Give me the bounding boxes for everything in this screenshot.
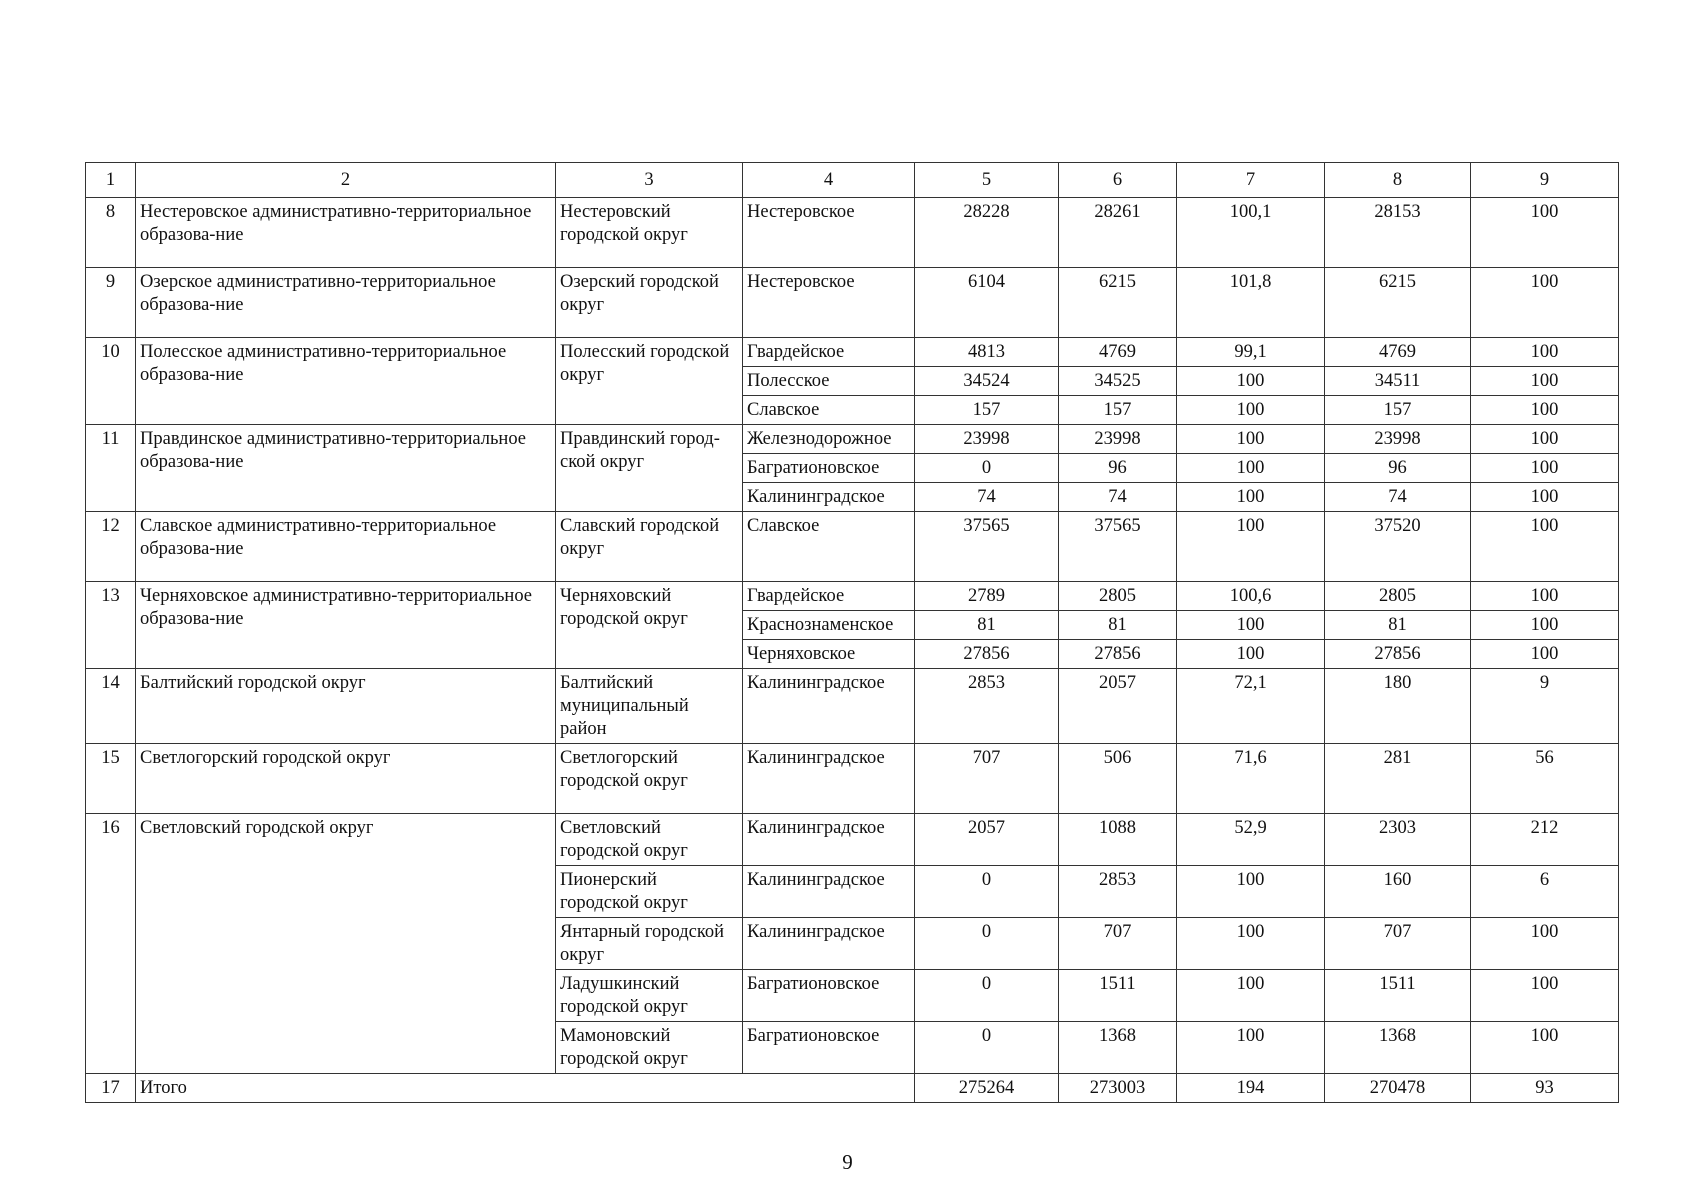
entity-name-cell: Правдинское административно-территориальное образова-ние xyxy=(136,425,556,512)
value-col-5: 28228 xyxy=(915,198,1059,268)
value-col-6: 707 xyxy=(1059,918,1177,970)
header-row xyxy=(86,163,1619,198)
value-col-8: 74 xyxy=(1325,483,1471,512)
table-row xyxy=(86,744,1619,814)
value-col-8: 81 xyxy=(1325,611,1471,640)
value-col-5: 4813 xyxy=(915,338,1059,367)
value-col-9: 100 xyxy=(1471,611,1619,640)
value-col-5: 23998 xyxy=(915,425,1059,454)
value-col-6: 28261 xyxy=(1059,198,1177,268)
zone-cell: Славское xyxy=(743,396,915,425)
value-col-9: 9 xyxy=(1471,669,1619,744)
value-col-6: 1511 xyxy=(1059,970,1177,1022)
zone-cell: Славское xyxy=(743,512,915,582)
value-col-7: 100 xyxy=(1177,454,1325,483)
column-number-header: 4 xyxy=(743,163,915,198)
total-row xyxy=(86,1074,1619,1103)
value-col-7: 52,9 xyxy=(1177,814,1325,866)
zone-cell: Багратионовское xyxy=(743,1022,915,1074)
zone-cell: Железнодорожное xyxy=(743,425,915,454)
total-value-col-9: 93 xyxy=(1471,1074,1619,1103)
value-col-5: 0 xyxy=(915,454,1059,483)
value-col-6: 2805 xyxy=(1059,582,1177,611)
row-number-cell: 14 xyxy=(86,669,136,744)
column-number-header: 7 xyxy=(1177,163,1325,198)
value-col-7: 100 xyxy=(1177,396,1325,425)
value-col-5: 0 xyxy=(915,970,1059,1022)
value-col-5: 0 xyxy=(915,866,1059,918)
value-col-6: 96 xyxy=(1059,454,1177,483)
zone-cell: Краснознаменское xyxy=(743,611,915,640)
value-col-6: 34525 xyxy=(1059,367,1177,396)
value-col-9: 100 xyxy=(1471,512,1619,582)
value-col-9: 56 xyxy=(1471,744,1619,814)
value-col-5: 157 xyxy=(915,396,1059,425)
column-number-header: 5 xyxy=(915,163,1059,198)
zone-cell: Нестеровское xyxy=(743,268,915,338)
value-col-9: 212 xyxy=(1471,814,1619,866)
value-col-6: 2853 xyxy=(1059,866,1177,918)
entity-name-cell: Черняховское административно-территориальное образова-ние xyxy=(136,582,556,669)
value-col-6: 81 xyxy=(1059,611,1177,640)
district-cell: Правдинский город-ской округ xyxy=(556,425,743,512)
value-col-7: 100 xyxy=(1177,512,1325,582)
zone-cell: Гвардейское xyxy=(743,582,915,611)
row-number-cell: 8 xyxy=(86,198,136,268)
value-col-6: 506 xyxy=(1059,744,1177,814)
zone-cell: Багратионовское xyxy=(743,970,915,1022)
total-value-col-6: 273003 xyxy=(1059,1074,1177,1103)
value-col-8: 37520 xyxy=(1325,512,1471,582)
row-number-cell: 17 xyxy=(86,1074,136,1103)
value-col-9: 100 xyxy=(1471,640,1619,669)
value-col-5: 2057 xyxy=(915,814,1059,866)
value-col-7: 100,1 xyxy=(1177,198,1325,268)
value-col-6: 157 xyxy=(1059,396,1177,425)
table-row xyxy=(86,425,1619,454)
value-col-8: 157 xyxy=(1325,396,1471,425)
zone-cell: Нестеровское xyxy=(743,198,915,268)
zone-cell: Калининградское xyxy=(743,483,915,512)
zone-cell: Гвардейское xyxy=(743,338,915,367)
value-col-7: 101,8 xyxy=(1177,268,1325,338)
value-col-8: 2805 xyxy=(1325,582,1471,611)
value-col-5: 27856 xyxy=(915,640,1059,669)
value-col-8: 6215 xyxy=(1325,268,1471,338)
district-cell: Славский городской округ xyxy=(556,512,743,582)
value-col-9: 100 xyxy=(1471,918,1619,970)
value-col-6: 1088 xyxy=(1059,814,1177,866)
table-row xyxy=(86,814,1619,866)
value-col-9: 100 xyxy=(1471,396,1619,425)
total-value-col-7: 194 xyxy=(1177,1074,1325,1103)
value-col-8: 160 xyxy=(1325,866,1471,918)
district-cell: Озерский городской округ xyxy=(556,268,743,338)
zone-cell: Калининградское xyxy=(743,744,915,814)
column-number-header: 2 xyxy=(136,163,556,198)
value-col-8: 27856 xyxy=(1325,640,1471,669)
total-value-col-5: 275264 xyxy=(915,1074,1059,1103)
district-cell: Светловский городской округ xyxy=(556,814,743,866)
value-col-5: 707 xyxy=(915,744,1059,814)
value-col-5: 2789 xyxy=(915,582,1059,611)
table-row xyxy=(86,669,1619,744)
entity-name-cell: Балтийский городской округ xyxy=(136,669,556,744)
zone-cell: Багратионовское xyxy=(743,454,915,483)
data-table xyxy=(85,162,1619,1103)
value-col-5: 37565 xyxy=(915,512,1059,582)
value-col-8: 28153 xyxy=(1325,198,1471,268)
district-cell: Ладушкинский городской округ xyxy=(556,970,743,1022)
row-number-cell: 12 xyxy=(86,512,136,582)
row-number-cell: 11 xyxy=(86,425,136,512)
value-col-6: 1368 xyxy=(1059,1022,1177,1074)
value-col-7: 100 xyxy=(1177,640,1325,669)
district-cell: Янтарный городской округ xyxy=(556,918,743,970)
entity-name-cell: Полесское административно-территориальное образова-ние xyxy=(136,338,556,425)
zone-cell: Калининградское xyxy=(743,814,915,866)
total-value-col-8: 270478 xyxy=(1325,1074,1471,1103)
row-number-cell: 16 xyxy=(86,814,136,1074)
value-col-6: 23998 xyxy=(1059,425,1177,454)
table-row xyxy=(86,582,1619,611)
value-col-5: 6104 xyxy=(915,268,1059,338)
value-col-9: 100 xyxy=(1471,483,1619,512)
value-col-5: 81 xyxy=(915,611,1059,640)
value-col-6: 37565 xyxy=(1059,512,1177,582)
value-col-9: 100 xyxy=(1471,454,1619,483)
total-label: Итого xyxy=(136,1074,915,1103)
value-col-9: 6 xyxy=(1471,866,1619,918)
zone-cell: Калининградское xyxy=(743,918,915,970)
value-col-8: 1511 xyxy=(1325,970,1471,1022)
column-number-header: 9 xyxy=(1471,163,1619,198)
page-number: 9 xyxy=(842,1150,853,1174)
value-col-7: 100 xyxy=(1177,425,1325,454)
table-row xyxy=(86,338,1619,367)
entity-name-cell: Светловский городской округ xyxy=(136,814,556,1074)
value-col-7: 100,6 xyxy=(1177,582,1325,611)
column-number-header: 8 xyxy=(1325,163,1471,198)
value-col-5: 0 xyxy=(915,918,1059,970)
district-cell: Пионерский городской округ xyxy=(556,866,743,918)
entity-name-cell: Нестеровское административно-территориальное образова-ние xyxy=(136,198,556,268)
value-col-6: 74 xyxy=(1059,483,1177,512)
value-col-9: 100 xyxy=(1471,582,1619,611)
zone-cell: Черняховское xyxy=(743,640,915,669)
value-col-5: 34524 xyxy=(915,367,1059,396)
value-col-8: 34511 xyxy=(1325,367,1471,396)
value-col-9: 100 xyxy=(1471,1022,1619,1074)
value-col-9: 100 xyxy=(1471,198,1619,268)
zone-cell: Полесское xyxy=(743,367,915,396)
district-cell: Светлогорский городской округ xyxy=(556,744,743,814)
table-row xyxy=(86,198,1619,268)
value-col-9: 100 xyxy=(1471,970,1619,1022)
value-col-9: 100 xyxy=(1471,425,1619,454)
value-col-7: 99,1 xyxy=(1177,338,1325,367)
value-col-7: 100 xyxy=(1177,970,1325,1022)
value-col-8: 96 xyxy=(1325,454,1471,483)
column-number-header: 1 xyxy=(86,163,136,198)
value-col-7: 100 xyxy=(1177,1022,1325,1074)
value-col-8: 1368 xyxy=(1325,1022,1471,1074)
value-col-9: 100 xyxy=(1471,338,1619,367)
value-col-8: 707 xyxy=(1325,918,1471,970)
entity-name-cell: Светлогорский городской округ xyxy=(136,744,556,814)
column-number-header: 3 xyxy=(556,163,743,198)
value-col-7: 100 xyxy=(1177,611,1325,640)
value-col-7: 100 xyxy=(1177,866,1325,918)
value-col-6: 27856 xyxy=(1059,640,1177,669)
row-number-cell: 15 xyxy=(86,744,136,814)
district-cell: Нестеровский городской округ xyxy=(556,198,743,268)
value-col-7: 100 xyxy=(1177,918,1325,970)
district-cell: Мамоновский городской округ xyxy=(556,1022,743,1074)
value-col-8: 281 xyxy=(1325,744,1471,814)
value-col-8: 4769 xyxy=(1325,338,1471,367)
zone-cell: Калининградское xyxy=(743,866,915,918)
value-col-5: 2853 xyxy=(915,669,1059,744)
value-col-5: 0 xyxy=(915,1022,1059,1074)
value-col-6: 6215 xyxy=(1059,268,1177,338)
value-col-5: 74 xyxy=(915,483,1059,512)
value-col-8: 23998 xyxy=(1325,425,1471,454)
table-row xyxy=(86,268,1619,338)
entity-name-cell: Славское административно-территориальное образова-ние xyxy=(136,512,556,582)
district-cell: Черняховский городской округ xyxy=(556,582,743,669)
value-col-6: 4769 xyxy=(1059,338,1177,367)
district-cell: Полесский городской округ xyxy=(556,338,743,425)
zone-cell: Калининградское xyxy=(743,669,915,744)
row-number-cell: 9 xyxy=(86,268,136,338)
value-col-8: 2303 xyxy=(1325,814,1471,866)
district-cell: Балтийский муниципальный район xyxy=(556,669,743,744)
column-number-header: 6 xyxy=(1059,163,1177,198)
value-col-7: 72,1 xyxy=(1177,669,1325,744)
value-col-9: 100 xyxy=(1471,367,1619,396)
value-col-7: 71,6 xyxy=(1177,744,1325,814)
value-col-9: 100 xyxy=(1471,268,1619,338)
row-number-cell: 10 xyxy=(86,338,136,425)
table-row xyxy=(86,512,1619,582)
value-col-8: 180 xyxy=(1325,669,1471,744)
value-col-7: 100 xyxy=(1177,483,1325,512)
entity-name-cell: Озерское административно-территориальное образова-ние xyxy=(136,268,556,338)
row-number-cell: 13 xyxy=(86,582,136,669)
value-col-7: 100 xyxy=(1177,367,1325,396)
value-col-6: 2057 xyxy=(1059,669,1177,744)
